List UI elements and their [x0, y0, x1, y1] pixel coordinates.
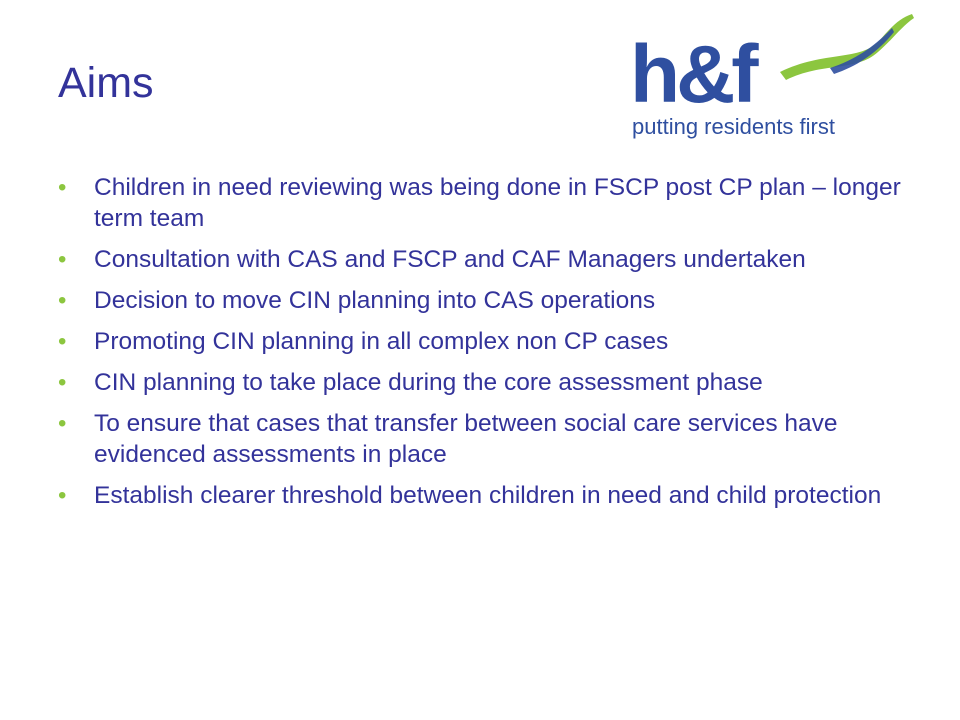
bullet-dot-icon: • — [58, 482, 67, 509]
bullet-dot-icon: • — [58, 410, 67, 437]
bullet-text: CIN planning to take place during the core assessment phase — [94, 369, 763, 396]
bullet-text: Decision to move CIN planning into CAS operations — [94, 287, 656, 314]
logo-mark: h&f — [630, 29, 755, 120]
bullet-text: To ensure that cases that transfer between social care services have evidenced assessments in place — [94, 410, 838, 468]
hf-logo — [630, 10, 920, 145]
bullet-text: Children in need reviewing was being done in FSCP post CP plan – longer term team — [94, 174, 901, 232]
bullet-item — [58, 480, 920, 511]
slide-title: Aims — [58, 59, 154, 107]
bullet-text: Establish clearer threshold between children in need and child protection — [94, 482, 882, 509]
logo-tagline: putting residents first — [632, 114, 835, 139]
bullet-list — [58, 172, 920, 521]
bullet-item — [58, 326, 920, 357]
bullet-dot-icon: • — [58, 328, 67, 355]
bullet-dot-icon: • — [58, 174, 67, 201]
bullet-item — [58, 285, 920, 316]
bullet-text: Consultation with CAS and FSCP and CAF Managers undertaken — [94, 246, 806, 273]
bullet-text: Promoting CIN planning in all complex non CP cases — [94, 328, 669, 355]
bullet-item — [58, 244, 920, 275]
bullet-dot-icon: • — [58, 287, 67, 314]
bullet-dot-icon: • — [58, 369, 67, 396]
bullet-dot-icon: • — [58, 246, 67, 273]
logo-swoosh — [780, 14, 914, 80]
bullet-item — [58, 367, 920, 398]
bullet-item — [58, 172, 920, 234]
bullet-item — [58, 408, 920, 470]
